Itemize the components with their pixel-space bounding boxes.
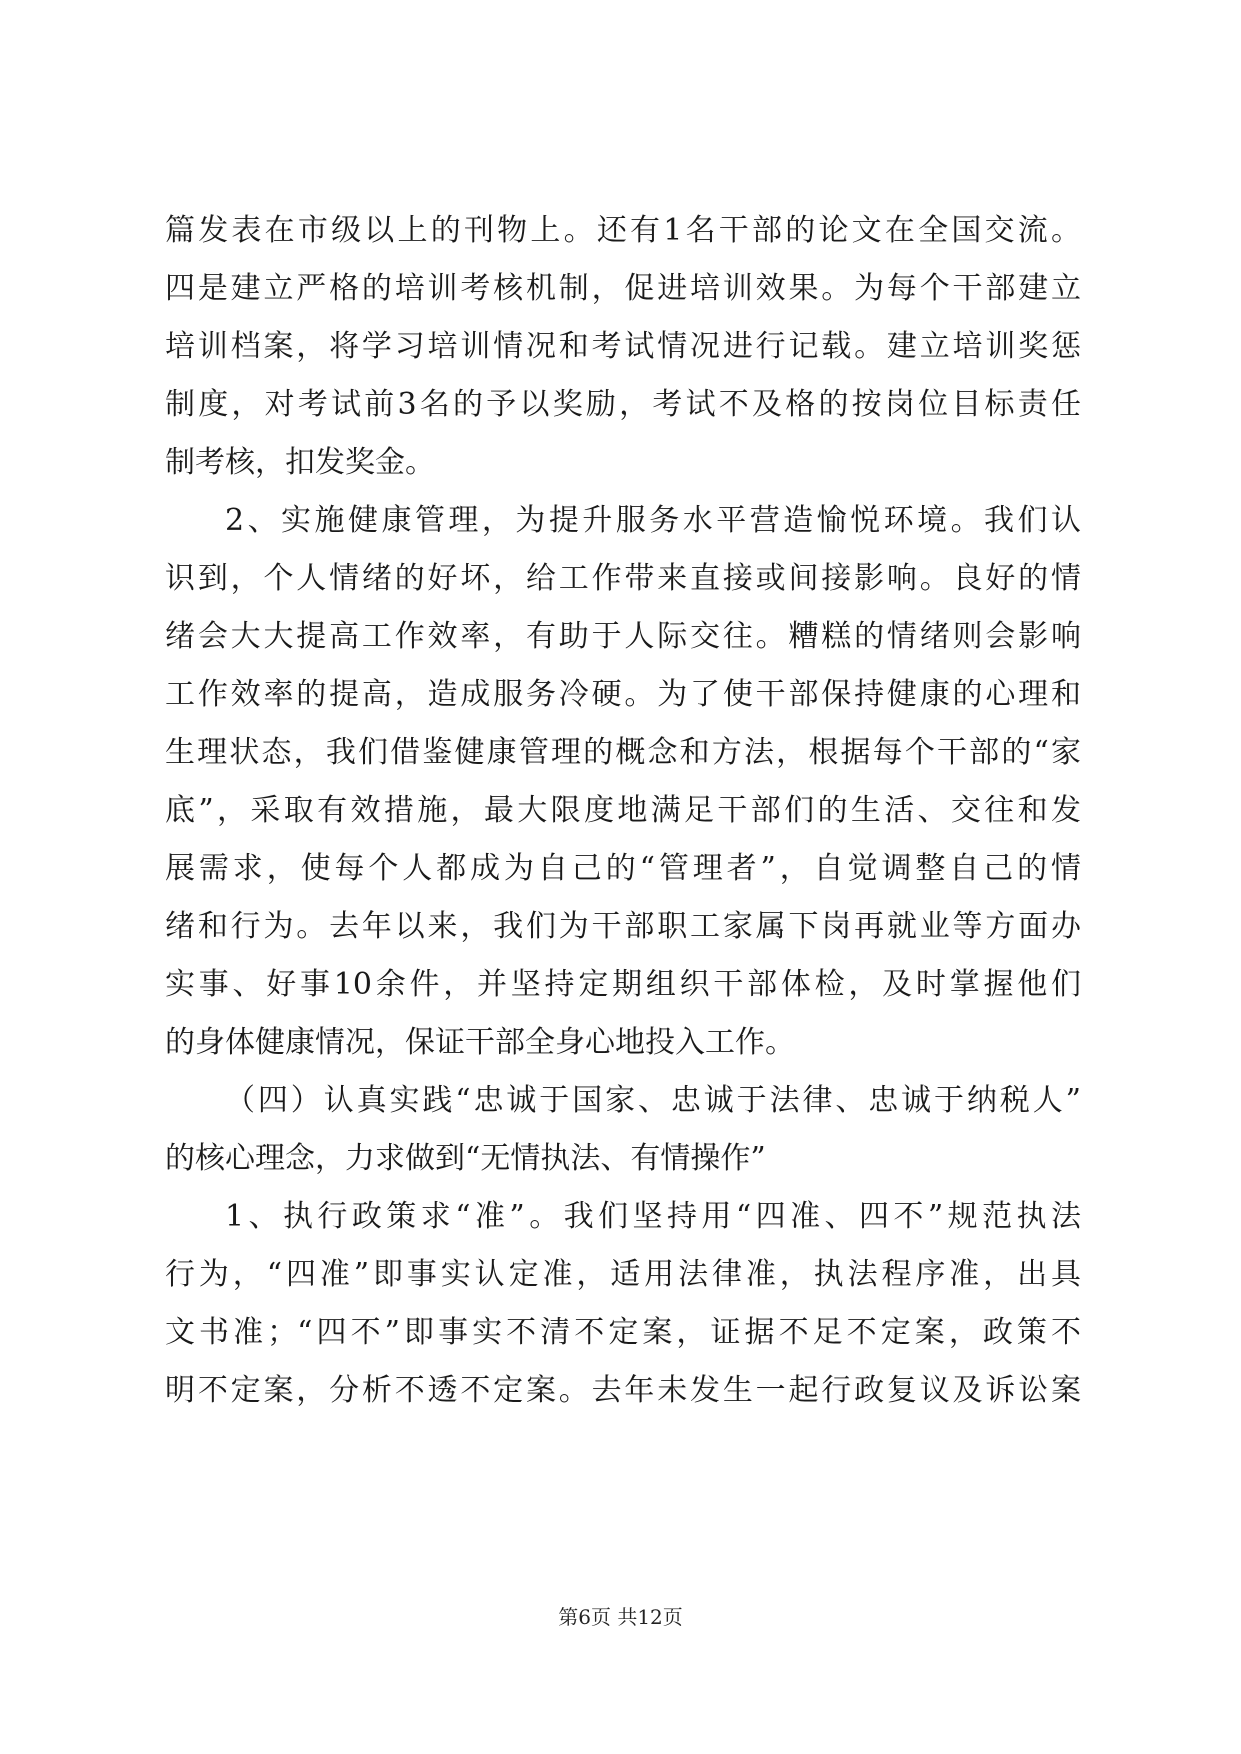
body-line-14: 实事、好事10余件，并坚持定期组织干部体检，及时掌握他们 [165,967,1081,1002]
page-number-footer: 第6页 共12页 [558,1605,683,1629]
body-line-11: 底”，采取有效措施，最大限度地满足干部们的生活、交往和发 [165,793,1081,828]
body-line-1: 篇发表在市级以上的刊物上。还有1名干部的论文在全国交流。 [165,213,1081,248]
body-line-15: 的身体健康情况，保证干部全身心地投入工作。 [165,1025,795,1060]
body-line-9: 工作效率的提高，造成服务冷硬。为了使干部保持健康的心理和 [165,677,1081,712]
body-line-16: （四）认真实践“忠诚于国家、忠诚于法律、忠诚于纳税人” [225,1083,1081,1118]
body-line-20: 文书准；“四不”即事实不清不定案，证据不足不定案，政策不 [165,1315,1081,1350]
body-line-5: 制考核，扣发奖金。 [165,445,435,480]
body-line-10: 生理状态，我们借鉴健康管理的概念和方法，根据每个干部的“家 [165,735,1081,770]
body-line-2: 四是建立严格的培训考核机制，促进培训效果。为每个干部建立 [165,271,1081,306]
body-line-12: 展需求，使每个人都成为自己的“管理者”，自觉调整自己的情 [165,851,1081,886]
body-line-3: 培训档案，将学习培训情况和考试情况进行记载。建立培训奖惩 [165,329,1081,364]
body-line-21: 明不定案，分析不透不定案。去年未发生一起行政复议及诉讼案 [165,1373,1081,1408]
body-line-4: 制度，对考试前3名的予以奖励，考试不及格的按岗位目标责任 [165,387,1081,422]
body-line-18: 1、执行政策求“准”。我们坚持用“四准、四不”规范执法 [225,1199,1081,1234]
body-line-6: 2、实施健康管理，为提升服务水平营造愉悦环境。我们认 [225,503,1081,538]
body-line-7: 识到，个人情绪的好坏，给工作带来直接或间接影响。良好的情 [165,561,1081,596]
body-line-13: 绪和行为。去年以来，我们为干部职工家属下岗再就业等方面办 [165,909,1081,944]
body-line-17: 的核心理念，力求做到“无情执法、有情操作” [165,1141,766,1176]
body-line-19: 行为，“四准”即事实认定准，适用法律准，执法程序准，出具 [165,1257,1081,1292]
body-line-8: 绪会大大提高工作效率，有助于人际交往。糟糕的情绪则会影响 [165,619,1081,654]
